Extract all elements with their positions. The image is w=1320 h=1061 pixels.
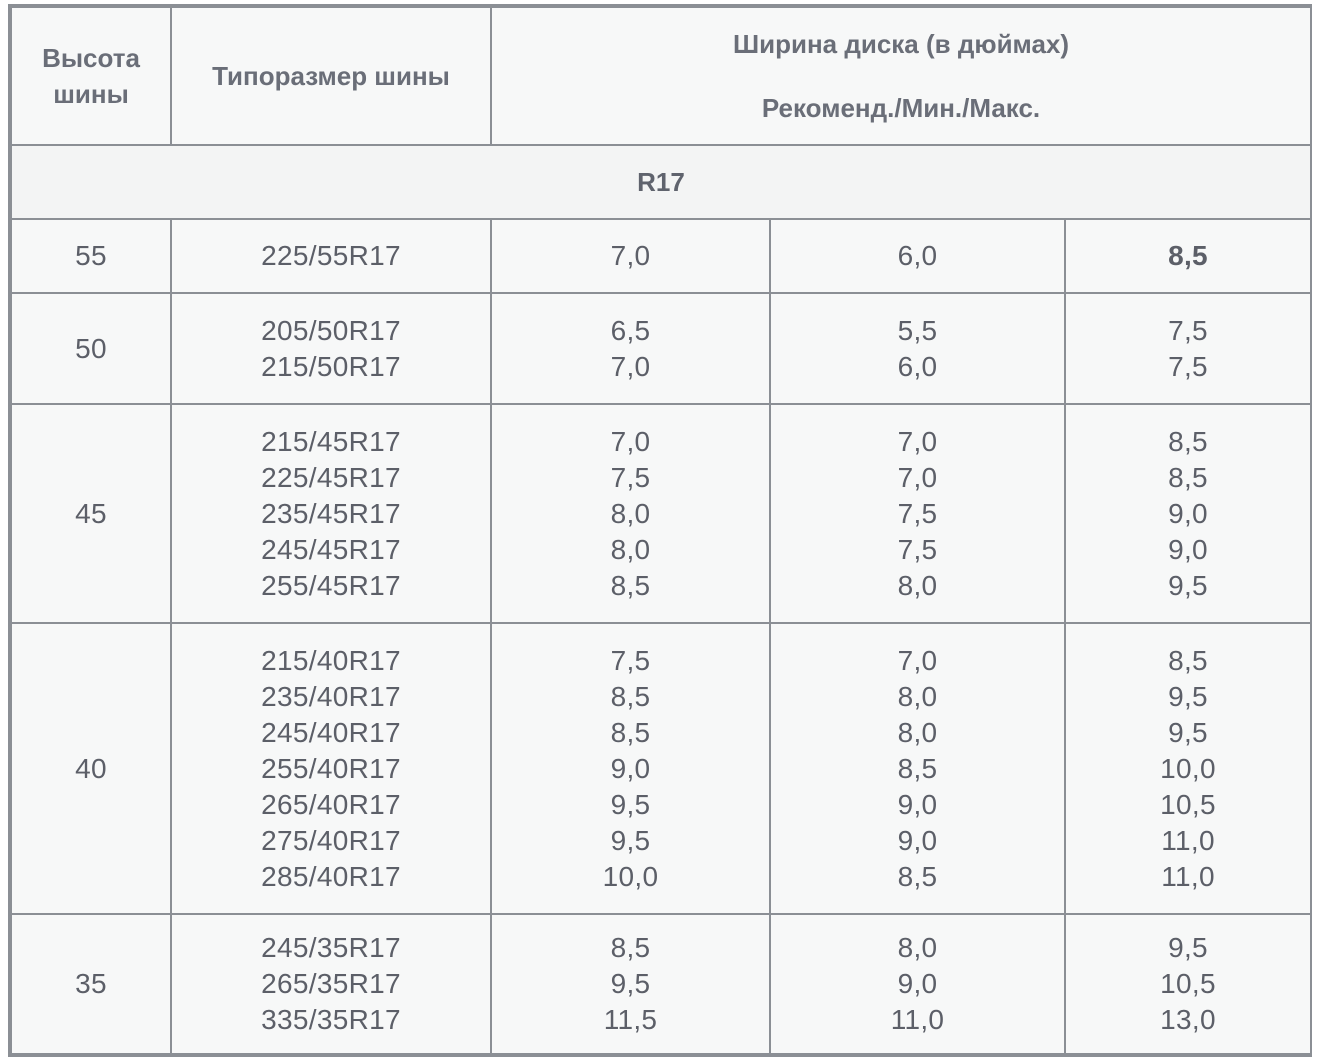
header-tire-size: Типоразмер шины (171, 7, 491, 145)
tire-size-cell: 215/45R17 225/45R17 235/45R17 245/45R17 255/45R17 (171, 404, 491, 623)
table-row (11, 219, 1311, 293)
rim-min-cell: 7,0 8,0 8,0 8,5 9,0 9,0 8,5 (770, 623, 1065, 914)
tire-size-cell: 205/50R17 215/50R17 (171, 293, 491, 404)
table-row (11, 914, 1311, 1054)
rim-min-cell: 7,0 7,0 7,5 7,5 8,0 (770, 404, 1065, 623)
tire-height-cell: 55 (11, 219, 171, 293)
rim-recommended-cell: 7,0 (491, 219, 770, 293)
header-rim-width (491, 7, 1311, 145)
tire-rim-table-frame (8, 4, 1312, 1057)
header-row (11, 7, 1311, 145)
rim-max-cell: 9,5 10,5 13,0 (1065, 914, 1311, 1054)
tire-height-cell: 40 (11, 623, 171, 914)
tire-size-cell: 245/35R17 265/35R17 335/35R17 (171, 914, 491, 1054)
header-tire-height: Высота шины (11, 7, 171, 145)
rim-max-cell: 8,5 (1065, 219, 1311, 293)
section-row (11, 145, 1311, 219)
header-rim-width-line2: Рекоменд./Мин./Макс. (761, 93, 1041, 123)
rim-min-cell: 5,5 6,0 (770, 293, 1065, 404)
tire-height-cell: 35 (11, 914, 171, 1054)
rim-recommended-cell: 8,5 9,5 11,5 (491, 914, 770, 1054)
rim-min-cell: 6,0 (770, 219, 1065, 293)
rim-recommended-cell: 6,5 7,0 (491, 293, 770, 404)
table-row (11, 293, 1311, 404)
tire-size-cell: 225/55R17 (171, 219, 491, 293)
table-row (11, 404, 1311, 623)
table-row (11, 623, 1311, 914)
tire-height-cell: 50 (11, 293, 171, 404)
rim-min-cell: 8,0 9,0 11,0 (770, 914, 1065, 1054)
rim-max-cell: 7,5 7,5 (1065, 293, 1311, 404)
section-label: R17 (11, 145, 1311, 219)
rim-max-cell: 8,5 8,5 9,0 9,0 9,5 (1065, 404, 1311, 623)
rim-recommended-cell: 7,5 8,5 8,5 9,0 9,5 9,5 10,0 (491, 623, 770, 914)
tire-height-cell: 45 (11, 404, 171, 623)
rim-recommended-cell: 7,0 7,5 8,0 8,0 8,5 (491, 404, 770, 623)
header-rim-width-line1: Ширина диска (в дюймах) (732, 29, 1070, 59)
rim-max-cell: 8,5 9,5 9,5 10,0 10,5 11,0 11,0 (1065, 623, 1311, 914)
tire-size-cell: 215/40R17 235/40R17 245/40R17 255/40R17 265/40R17 275/40R17 285/40R17 (171, 623, 491, 914)
tire-rim-width-table (10, 6, 1312, 1055)
